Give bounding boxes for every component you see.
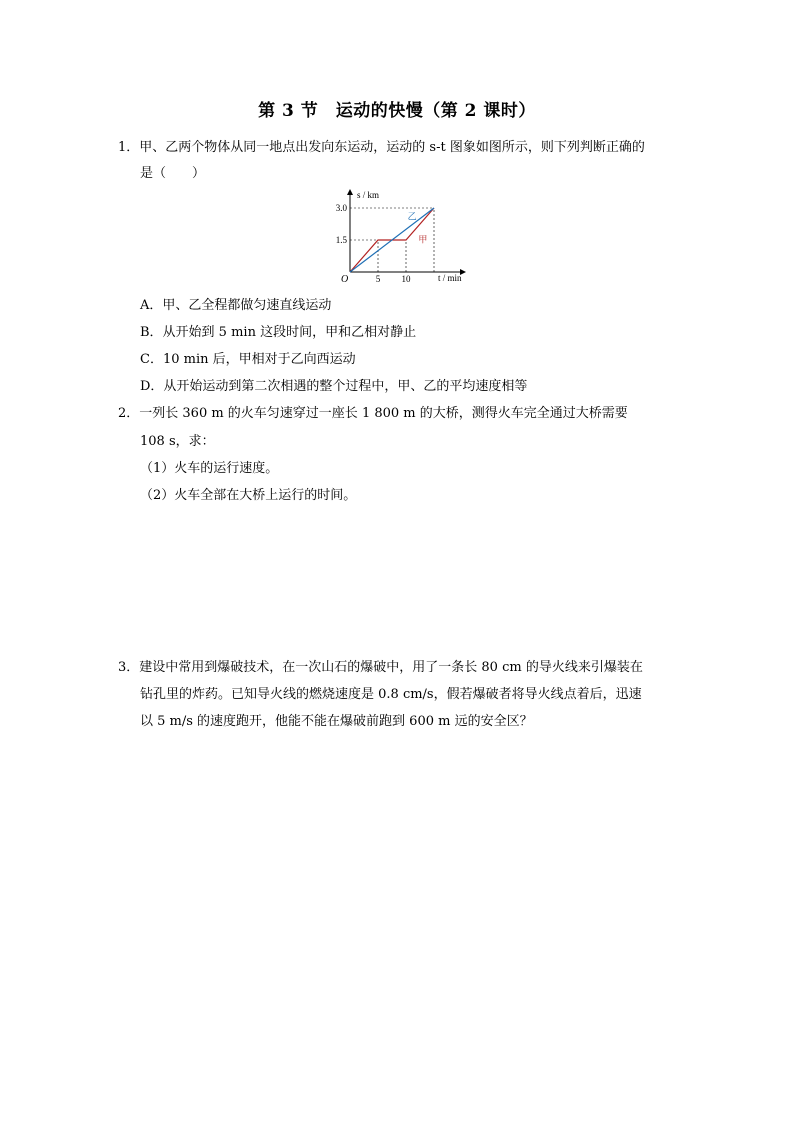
s-t-chart — [330, 186, 470, 286]
question-2-sub-2: （2）火车全部在大桥上运行的时间。 — [140, 488, 357, 503]
series-label-jia: 甲 — [418, 234, 428, 245]
x-tick-label: 10 — [401, 274, 411, 284]
question-3-stem-cont-1: 钻孔里的炸药。已知导火线的燃烧速度是 0.8 cm/s，假若爆破者将导火线点着后，迅速 — [140, 687, 642, 702]
option-b: B．从开始到 5 min 这段时间，甲和乙相对静止 — [140, 325, 417, 340]
question-1-stem: 1．甲、乙两个物体从同一地点出发向东运动，运动的 s-t 图象如图所示，则下列判断正确的 — [118, 140, 645, 155]
option-d: D．从开始运动到第二次相遇的整个过程中，甲、乙的平均速度相等 — [140, 379, 528, 394]
question-1-stem-cont: 是（ ） — [140, 166, 206, 181]
origin-label: O — [341, 274, 349, 285]
x-axis-label: t / min — [438, 273, 462, 283]
question-2-sub-1: （1）火车的运行速度。 — [140, 461, 279, 476]
page-title: 第 3 节 运动的快慢（第 2 课时） — [258, 101, 536, 121]
question-3-stem: 3．建设中常用到爆破技术，在一次山石的爆破中，用了一条长 80 cm 的导火线来引爆装在 — [118, 660, 643, 675]
option-a: A．甲、乙全程都做匀速直线运动 — [140, 298, 332, 313]
question-2-stem-cont: 108 s，求： — [140, 434, 215, 449]
question-2-stem: 2．一列长 360 m 的火车匀速穿过一座长 1 800 m 的大桥，测得火车完全通过大桥需要 — [118, 406, 628, 421]
question-3-stem-cont-2: 以 5 m/s 的速度跑开，他能不能在爆破前跑到 600 m 远的安全区？ — [140, 714, 533, 729]
option-c: C．10 min 后，甲相对于乙向西运动 — [140, 352, 356, 367]
y-tick-label: 3.0 — [335, 203, 347, 213]
series-label-yi: 乙 — [407, 211, 417, 222]
x-tick-label: 5 — [375, 274, 381, 284]
y-tick-label: 1.5 — [335, 235, 347, 245]
y-axis-label: s / km — [357, 190, 380, 200]
